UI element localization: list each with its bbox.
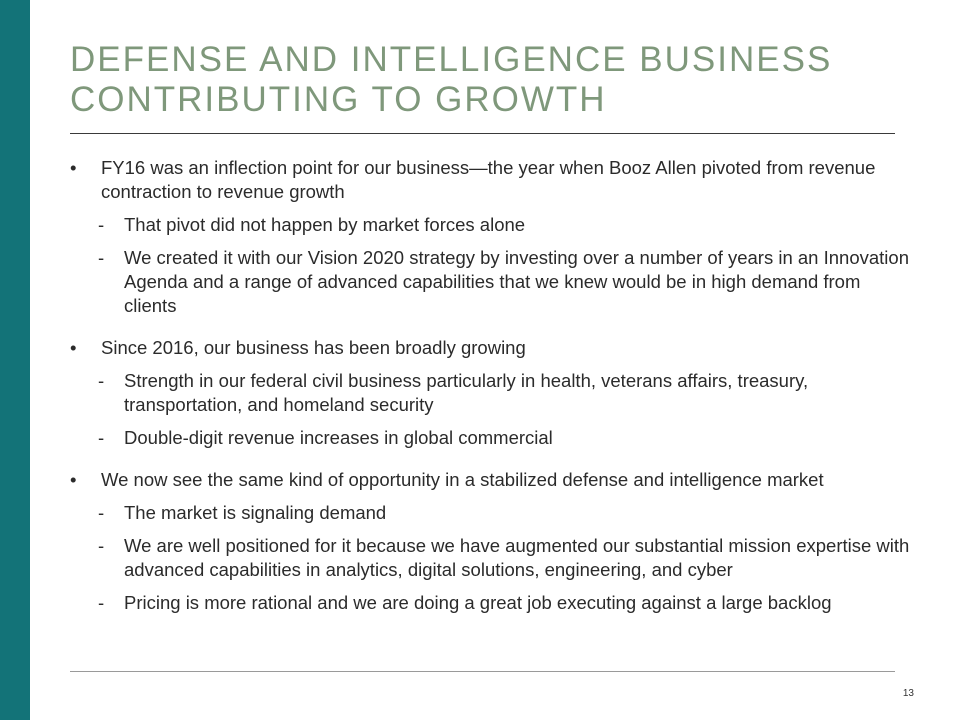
sub-bullet-text: Strength in our federal civil business particularly in health, veterans affairs, treasury, transportation, and homeland security [124, 370, 809, 415]
bullet-marker: • [70, 469, 77, 490]
bullet-text: Since 2016, our business has been broadly growing [101, 337, 526, 358]
sub-bullet-marker: - [98, 214, 105, 235]
title-divider [70, 133, 895, 134]
sub-bullet-marker: - [98, 502, 105, 523]
sub-bullet-text: That pivot did not happen by market forces alone [124, 214, 526, 235]
sub-bullet-marker: - [98, 247, 105, 268]
sub-bullet-item [70, 213, 910, 237]
bullet-marker: • [70, 337, 77, 358]
bullet-marker: • [70, 157, 77, 178]
sub-bullet-item [70, 369, 910, 417]
bullet-item [70, 336, 910, 360]
sub-bullet-text: We created it with our Vision 2020 strategy by investing over a number of years in an Innovation Agenda and a range of advanced capabilities that we knew would be in high demand from clients [124, 247, 909, 316]
sub-bullet-text: The market is signaling demand [124, 502, 387, 523]
sub-bullet-item [70, 591, 910, 615]
sub-bullet-text: We are well positioned for it because we have augmented our substantial mission expertise with advanced capabilities in analytics, digital solutions, engineering, and cyber [124, 535, 910, 580]
sub-bullet-marker: - [98, 592, 105, 613]
sub-bullet-item [70, 426, 910, 450]
sub-bullet-item [70, 246, 910, 318]
bullet-text: We now see the same kind of opportunity in a stabilized defense and intelligence market [101, 469, 824, 490]
sub-bullet-text: Double-digit revenue increases in global commercial [124, 427, 553, 448]
bullet-text: FY16 was an inflection point for our business—the year when Booz Allen pivoted from revenue contraction to revenue growth [101, 157, 876, 202]
footer-divider [70, 671, 895, 672]
slide-title-line-2: CONTRIBUTING TO GROWTH [70, 80, 607, 119]
slide-title [70, 40, 930, 120]
accent-bar [0, 0, 30, 720]
sub-bullet-item [70, 534, 910, 582]
slide-body [70, 156, 910, 624]
bullet-item [70, 468, 910, 492]
slide-title-line-1: DEFENSE AND INTELLIGENCE BUSINESS [70, 40, 833, 79]
group-spacer [70, 327, 910, 336]
group-spacer [70, 459, 910, 468]
sub-bullet-marker: - [98, 535, 105, 556]
sub-bullet-marker: - [98, 427, 105, 448]
sub-bullet-text: Pricing is more rational and we are doing a great job executing against a large backlog [124, 592, 832, 613]
sub-bullet-item [70, 501, 910, 525]
bullet-item [70, 156, 910, 204]
sub-bullet-marker: - [98, 370, 105, 391]
page-number: 13 [902, 688, 914, 699]
